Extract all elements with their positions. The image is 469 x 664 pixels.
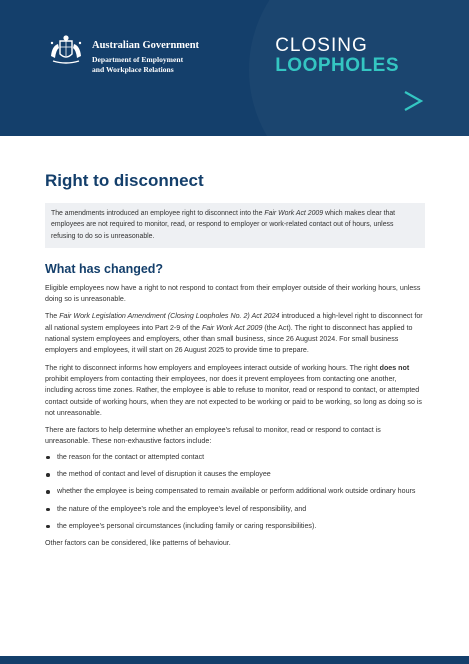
government-name: Australian Government [92,40,200,51]
summary-text-2: which makes clear that employees are not required to monitor, read, or respond to employer or work-related contact out of hours, unless refusing to do so is unreasonable. [51,210,396,240]
informs-text-1: The right to disconnect informs how employers and employees interact outside of working hours. The right [45,363,380,372]
section-heading: What has changed? [45,261,164,276]
legislation-act-name: Fair Work Legislation Amendment (Closing Loopholes No. 2) Act 2024 [59,312,280,321]
legislation-text-1: The [45,312,60,321]
list-item: the nature of the employee’s role and the employee’s level of responsibility, and [45,504,425,515]
informs-text-2: prohibit employers from contacting their employees, nor does it prevent employees from contacting one another, including across time zones. Rather, the employee is able to refuse to monitor, read or respond to contact, or attempted contact outside of working hours, when they are not expected to be working or paid to be working, so long as doing so is not unreasonable. [45,374,422,417]
legislation-text-2: introduced a high-level right to disconnect for all national system employees into Part 2-9 of the [45,312,423,332]
factors-list [45,452,425,532]
coat-of-arms-icon [48,34,84,68]
list-item: the employee’s personal circumstances (including family or caring responsibilities). [45,521,425,532]
footer-bar [0,656,469,664]
page-title: Right to disconnect [45,171,204,190]
legislation-act-name-2: Fair Work Act 2009 [201,323,263,332]
paragraph-informs [45,363,425,419]
informs-bold: does not [379,363,410,372]
list-item: the reason for the contact or attempted contact [45,452,425,463]
paragraph-legislation [45,311,425,356]
paragraph-other-factors: Other factors can be considered, like patterns of behaviour. [45,539,231,548]
brand-line-1: CLOSING [275,35,368,56]
list-item: the method of contact and level of disruption it causes the employee [45,469,425,480]
header-banner [0,0,469,136]
list-item: whether the employee is being compensated to remain available or perform additional work outside ordinary hours [45,486,425,497]
chevron-right-icon [401,88,427,114]
summary-box [45,203,425,248]
paragraph-factors-intro: There are factors to help determine whether an employee’s refusal to monitor, read or respond to contact is unreasonable. These non-exhaustive factors include: [45,426,381,446]
department-line-1: Department of Employment [92,55,184,64]
department-line-2: and Workplace Relations [92,64,174,74]
legislation-text-3: (the Act). The right to disconnect has applied to national system employees and employers, other than small business, since 26 August 2024. For small business employers and employees, it will start on 26 August 2025 to provide time to prepare. [45,323,413,355]
closing-loopholes-brand [275,36,399,76]
government-logo-text [92,40,199,74]
summary-text-1: The amendments introduced an employee right to disconnect into the [51,210,265,217]
summary-act-name: Fair Work Act 2009 [264,210,324,217]
paragraph-eligible-employees: Eligible employees now have a right to not respond to contact from their employer outside of their working hours, unless doing so is unreasonable. [45,283,421,304]
document-body [45,170,425,550]
brand-line-2: LOOPHOLES [275,55,399,76]
